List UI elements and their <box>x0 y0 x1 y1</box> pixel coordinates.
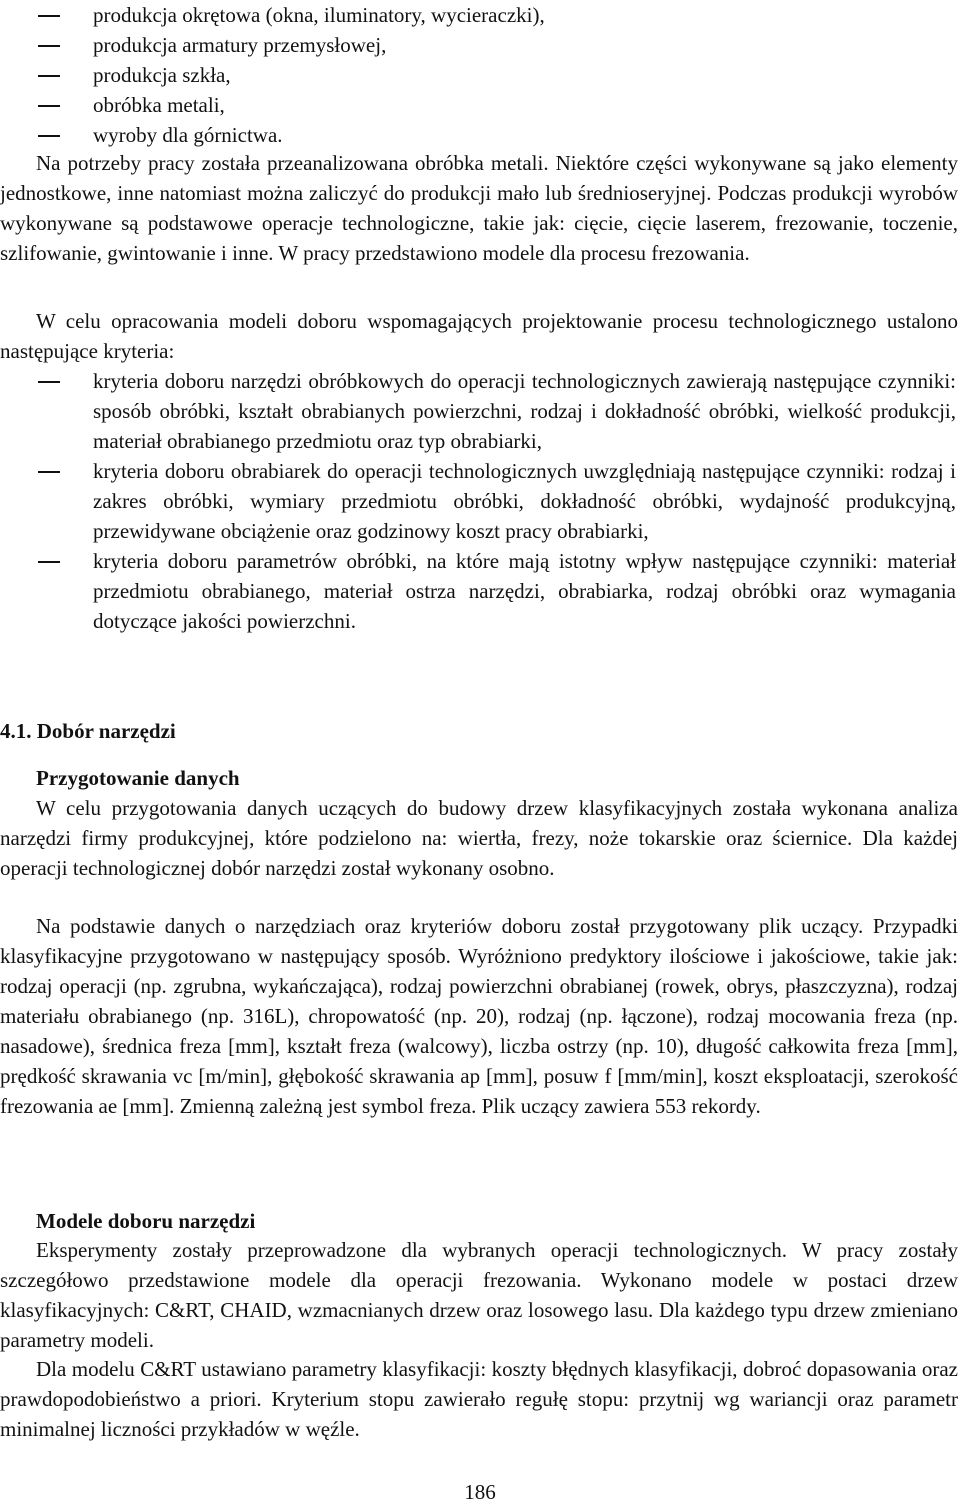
list-item: kryteria doboru parametrów obróbki, na które mają istotny wpływ następujące czynniki: materiał przedmiotu obrabianego, materiał ostrza narzędzi, obrabiarka, rodzaj obróbki oraz wymagania dotyczące jakości powierzchni. <box>0 546 958 636</box>
criteria-list <box>0 366 958 636</box>
list-item: produkcja armatury przemysłowej, <box>0 30 958 60</box>
paragraph-experiments: Eksperymenty zostały przeprowadzone dla wybranych operacji technologicznych. W pracy zostały szczegółowo przedstawione modele dla operacji frezowania. Wykonano modele w postaci drzew klasyfikacyjnych: C&RT, CHAID, wzmacnianych drzew oraz losowego lasu. Dla każdego typu drzew zmieniano parametry modeli. <box>0 1238 958 1352</box>
list-item: kryteria doboru obrabiarek do operacji technologicznych uwzględniają następujące czynniki: rodzaj i zakres obróbki, wymiary przedmiotu obróbki, dokładność obróbki, wydajność produkcyjną, przewidywane obciążenie oraz godzinowy koszt pracy obrabiarki, <box>0 456 958 546</box>
industry-list <box>0 0 958 150</box>
list-item: obróbka metali, <box>0 90 958 120</box>
paragraph-crt-parameters: Dla modelu C&RT ustawiano parametry klasyfikacji: koszty błędnych klasyfikacji, dobroć dopasowania oraz prawdopodobieństwo a priori. Kryterium stopu zawierało regułę stopu: przytnij wg wariancji oraz parametr minimalnej liczności przykładów w węźle. <box>0 1357 958 1441</box>
list-item: produkcja szkła, <box>0 60 958 90</box>
section-heading: 4.1. Dobór narzędzi <box>0 719 176 743</box>
paragraph-tool-analysis: W celu przygotowania danych uczących do budowy drzew klasyfikacyjnych została wykonana analiza narzędzi firmy produkcyjnej, które podzielono na: wiertła, frezy, noże tokarskie oraz ściernice. Dla każdej operacji technologicznej dobór narzędzi został wykonany osobno. <box>0 796 958 880</box>
paragraph-training-file: Na podstawie danych o narzędziach oraz kryteriów doboru został przygotowany plik uczący. Przypadki klasyfikacyjne przygotowano w następujący sposób. Wyróżniono predyktory ilościowe i jakościowe, takie jak: rodzaj operacji (np. zgrubna, wykańczająca), rodzaj powierzchni obrabianej (rowek, obrys, płaszczyzna), rodzaj materiału obrabianego (np. 316L), chropowatość (np. 20), rodzaj (np. łączone), rodzaj mocowania freza (np. nasadowe), średnica freza [mm], kształt freza (walcowy), liczba ostrzy (np. 10), długość całkowita freza [mm], prędkość skrawania vc [m/min], głębokość skrawania ap [mm], posuw f [mm/min], koszt eksploatacji, szerokość frezowania ae [mm]. Zmienną zależną jest symbol freza. Plik uczący zawiera 553 rekordy. <box>0 914 958 1118</box>
paragraph-metal-processing: Na potrzeby pracy została przeanalizowana obróbka metali. Niektóre części wykonywane są jako elementy jednostkowe, inne natomiast można zaliczyć do produkcji mało lub średnioseryjnej. Podczas produkcji wyrobów wykonywane są podstawowe operacje technologiczne, takie jak: cięcie, cięcie laserem, frezowanie, toczenie, szlifowanie, gwintowanie i inne. W pracy przedstawiono modele dla procesu frezowania. <box>0 151 958 265</box>
page-number: 186 <box>464 1480 496 1504</box>
list-item: kryteria doboru narzędzi obróbkowych do operacji technologicznych zawierają następujące czynniki: sposób obróbki, kształt obrabianych powierzchni, rodzaj i dokładność obróbki, wielkość produkcji, materiał obrabianego przedmiotu oraz typ obrabiarki, <box>0 366 958 456</box>
list-item: produkcja okrętowa (okna, iluminatory, wycieraczki), <box>0 0 958 30</box>
subheading-selection-models: Modele doboru narzędzi <box>36 1209 256 1233</box>
paragraph-criteria-intro: W celu opracowania modeli doboru wspomagających projektowanie procesu technologicznego ustalono następujące kryteria: <box>0 309 958 363</box>
subheading-data-preparation: Przygotowanie danych <box>36 766 240 790</box>
list-item: wyroby dla górnictwa. <box>0 120 958 150</box>
